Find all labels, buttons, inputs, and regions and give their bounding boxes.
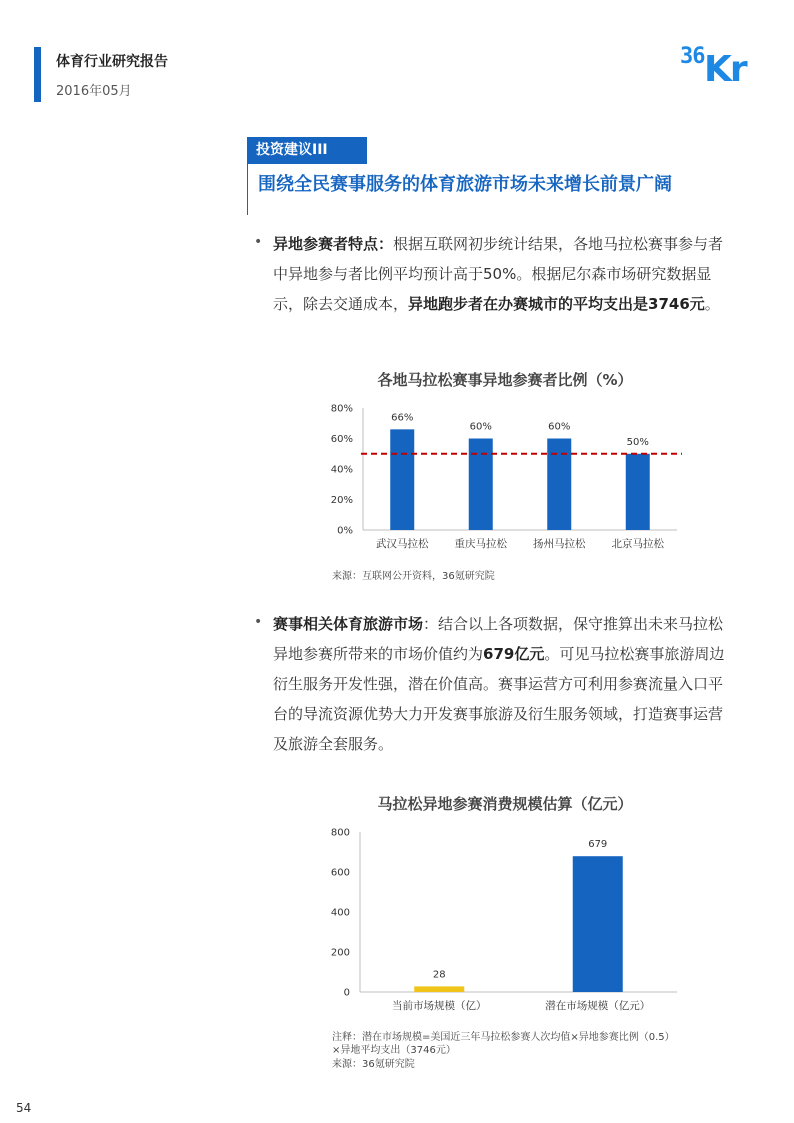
y-tick-label: 0%	[337, 525, 353, 537]
data-label: 60%	[548, 421, 571, 433]
paragraph-highlight: 异地跑步者在办赛城市的平均支出是3746元	[408, 295, 705, 313]
paragraph-text: 根据互联网初步统计结果，各地马拉松赛事参与者中异地参与者比例平均预计高于50%。根据尼尔森市场研究数据显示，除去交通成本，	[273, 235, 724, 313]
y-tick-label: 400	[330, 907, 350, 919]
brand-logo	[680, 44, 762, 90]
x-tick-label: 当前市场规模（亿）	[392, 1000, 487, 1012]
y-tick-label: 20%	[330, 495, 353, 506]
paragraph-lead: 异地参赛者特点：	[273, 235, 394, 253]
y-tick-label: 600	[330, 867, 350, 879]
chart2-title: 马拉松异地参赛消费规模估算（亿元）	[377, 795, 633, 813]
y-tick-label: 800	[330, 827, 350, 839]
x-tick-label: 重庆马拉松	[454, 538, 507, 550]
page-number: 54	[16, 1101, 32, 1115]
chart1-source: 来源：互联网公开资料，36氪研究院	[332, 571, 495, 582]
paragraph-text: ：结合以上各项数据，保守推算出未来马拉松异地参赛所带来的市场价值约为	[273, 615, 724, 663]
report-title: 体育行业研究报告	[56, 54, 168, 70]
data-label: 60%	[469, 421, 492, 433]
paragraph-lead: 赛事相关体育旅游市场	[273, 615, 424, 633]
data-label: 66%	[391, 412, 414, 424]
section-heading: 围绕全民赛事服务的体育旅游市场未来增长前景广阔	[258, 174, 672, 195]
chart1-title: 各地马拉松赛事异地参赛者比例（%）	[377, 371, 633, 389]
header-accent-bar	[34, 47, 41, 102]
chart2-note: 注释：潜在市场规模=美国近三年马拉松参赛人次均值×异地参赛比例（0.5）×异地平均支出（3746元）	[332, 1032, 670, 1056]
bar	[469, 439, 493, 531]
paragraph-text: 。可见马拉松赛事旅游周边衍生服务开发性强，潜在价值高。赛事运营方可利用参赛流量入口平台的导流资源优势大力开发赛事旅游及衍生服务领域，打造赛事运营及旅游全套服务。	[273, 645, 725, 753]
y-tick-label: 40%	[330, 464, 353, 476]
bar	[626, 454, 650, 530]
bar	[390, 429, 414, 530]
report-date: 2016年05月	[56, 84, 132, 99]
x-tick-label: 扬州马拉松	[533, 538, 586, 550]
data-label: 28	[432, 969, 446, 981]
y-tick-label: 60%	[330, 434, 353, 445]
data-label: 50%	[626, 436, 649, 448]
bar	[414, 986, 464, 992]
paragraph-remote-participants	[273, 229, 729, 319]
chart2-consumption-scale	[320, 822, 700, 1024]
logo-number: 36	[680, 44, 705, 69]
bullet-icon: •	[254, 614, 263, 630]
y-tick-label: 200	[330, 947, 350, 959]
logo-kr: Kr	[704, 49, 746, 90]
chart2-source: 来源：36氪研究院	[332, 1059, 415, 1070]
paragraph-highlight: 679亿元	[483, 645, 545, 663]
x-tick-label: 武汉马拉松	[376, 538, 429, 550]
paragraph-tourism-market	[273, 609, 729, 759]
x-tick-label: 潜在市场规模（亿元）	[545, 1000, 651, 1012]
x-tick-label: 北京马拉松	[611, 538, 664, 550]
paragraph-text: 。	[704, 295, 720, 313]
section-tag: 投资建议III	[248, 137, 367, 164]
bar	[547, 439, 571, 531]
bullet-icon: •	[254, 234, 263, 250]
chart1-remote-ratio	[320, 395, 700, 560]
data-label: 679	[588, 839, 608, 851]
y-tick-label: 80%	[330, 403, 353, 415]
y-tick-label: 0	[343, 987, 350, 999]
bar	[573, 856, 623, 992]
